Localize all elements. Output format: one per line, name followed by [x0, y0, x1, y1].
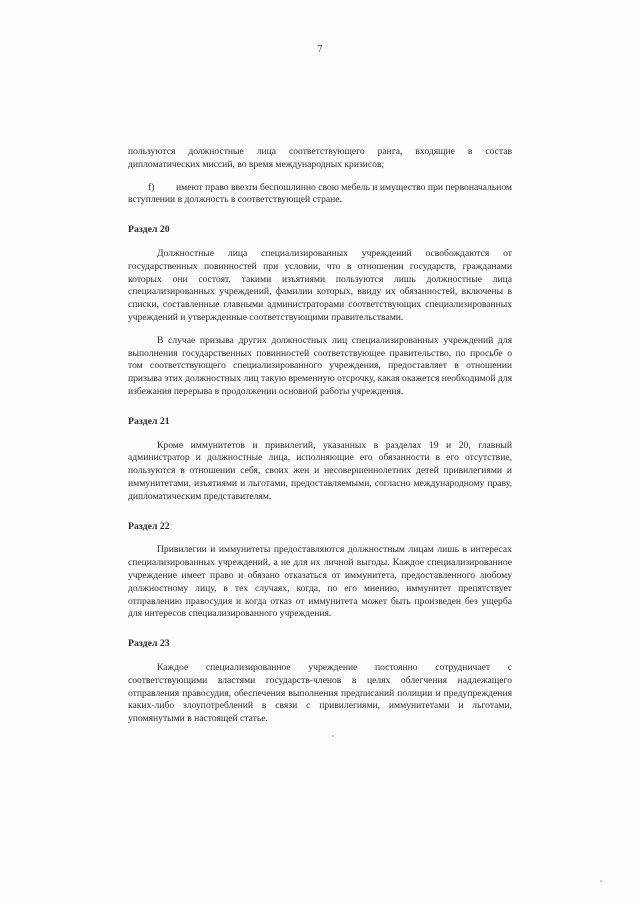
section-20-paragraph-1: Должностные лица специализированных учреждений освобождаются от государственных повинностей при условии, что в отношении государств, гражданами которых они состоят, такими изъятиями пользуются лишь должностные лица специализированных учреждений, фамилии которых, ввиду их обязанностей, включены в списки, составленные главными администраторами соответствующих специализированных учреждений и утвержденные соответствующими правительствами.	[128, 247, 512, 323]
section-21-heading: Раздел 21	[128, 415, 170, 427]
scan-speck	[332, 735, 334, 737]
page-number: 7	[317, 44, 323, 55]
list-item-marker: f)	[148, 181, 155, 193]
section-20-paragraph-2: В случае призыва других должностных лиц специализированных учреждений для выполнения государственных повинностей соответствующее правительство, по просьбе о том соответствующего специализированного учреждения, предоставляет в отношении призыва этих должностных лиц такую временную отсрочку, какая окажется необходимой для избежания перерыва в продолжении основной работы учреждения.	[128, 334, 512, 397]
list-item-text: имеют право ввезти беспошлинно свою мебель и имущество при первоначальном вступлении в должность в соответствующей стране.	[128, 181, 512, 206]
list-item-f	[128, 182, 512, 208]
section-23-heading: Раздел 23	[128, 638, 170, 650]
section-22-heading: Раздел 22	[128, 520, 170, 532]
intro-paragraph: пользуются должностные лица соответствующего ранга, входящие в состав дипломатических миссий, во время международных кризисов;	[128, 146, 512, 170]
scan-speck	[600, 880, 602, 882]
section-21-paragraph-1: Кроме иммунитетов и привилегий, указанных в разделах 19 и 20, главный администратор и должностные лица, исполняющие его обязанности в его отсутствие, пользуются в отношении себя, своих жен и несовершеннолетних детей привилегиями и иммунитетами, изъятиями и льготами, предоставляемыми, согласно международному праву, дипломатическим представителям.	[128, 439, 512, 502]
section-20-heading: Раздел 20	[128, 224, 170, 236]
document-body	[128, 146, 512, 726]
section-22-paragraph-1: Привилегии и иммунитеты предоставляются должностным лицам лишь в интересах специализированных учреждений, а не для их личной выгоды. Каждое специализированное учреждение имеет право и обязано отказаться от иммунитета, предоставленного любому должностному лицу, в тех случаях, когда, по его мнению, иммунитет препятствует отправлению правосудия и когда отказ от иммунитета может быть произведен без ущерба для интересов специализированного учреждения.	[128, 544, 512, 620]
section-23-paragraph-1: Каждое специализированное учреждение постоянно сотрудничает с соответствующими властями государств-членов в целях облегчения надлежащего отправления правосудия, обеспечения выполнения предписаний полиции и предупреждения каких-либо злоупотреблений в связи с привилегиями, иммунитетами и льготами, упомянутыми в настоящей статье.	[128, 661, 512, 725]
